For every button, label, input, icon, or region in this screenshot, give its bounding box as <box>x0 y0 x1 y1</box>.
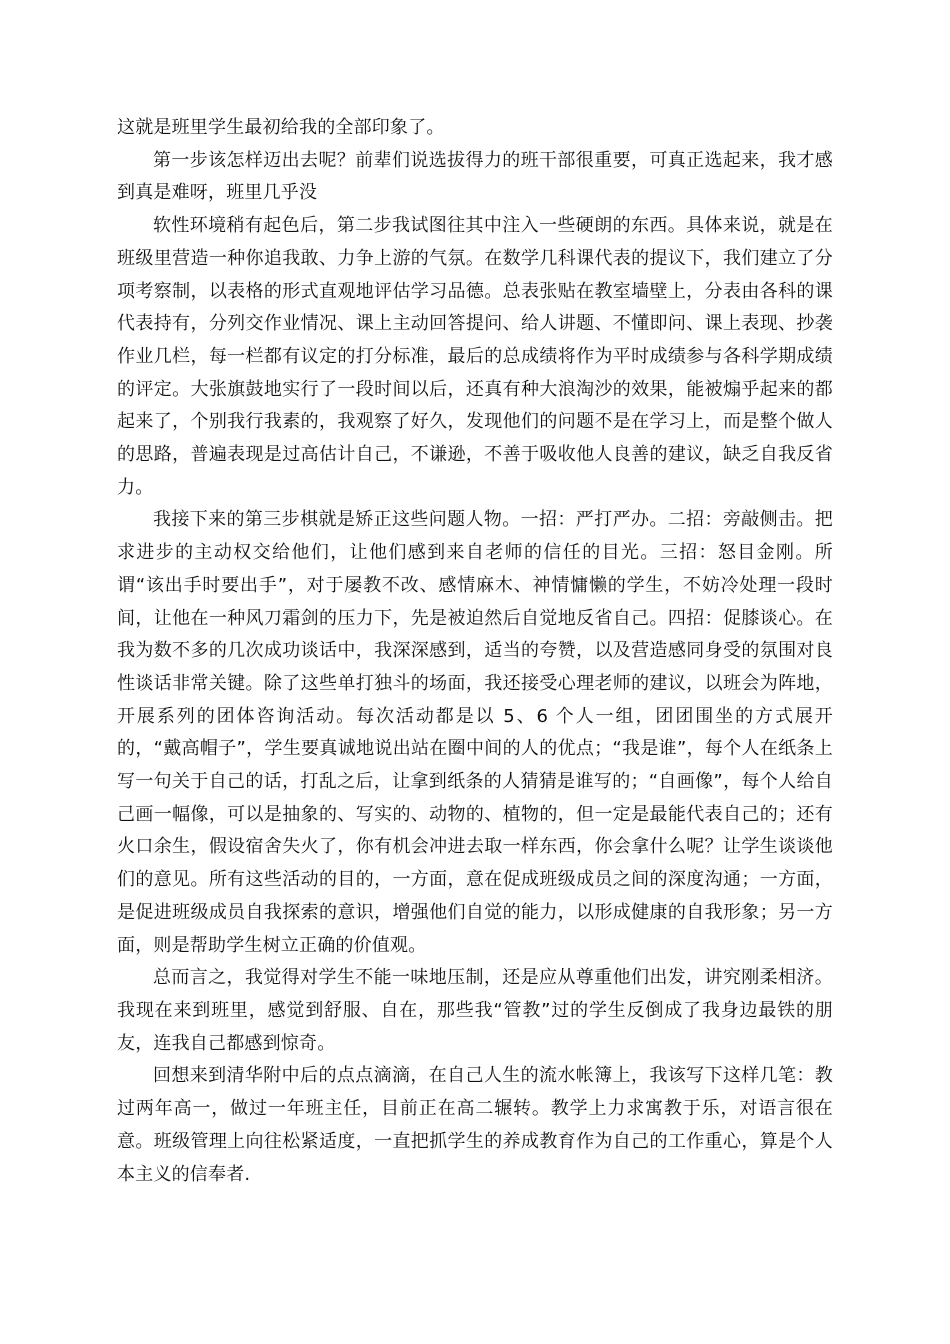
paragraph-6: 回想来到清华附中后的点点滴滴，在自己人生的流水帐簿上，我该写下这样几笔：教过两年高一，做过一年班主任，目前正在高二辗转。教学上力求寓教于乐，对语言很在意。班级管理上向往松紧适度，一直把抓学生的养成教育作为自己的工作重心，算是个人本主义的信奉者. <box>117 1065 833 1185</box>
paragraph-3: 软性环境稍有起色后，第二步我试图往其中注入一些硬朗的东西。具体来说，就是在班级里营造一种你追我敢、力争上游的气氛。在数学几科课代表的提议下，我们建立了分项考察制，以表格的形式直观地评估学习品德。总表张贴在教室墙壁上，分表由各科的课代表持有，分列交作业情况、课上主动回答提问、给人讲题、不懂即问、课上表现、抄袭作业几栏，每一栏都有议定的打分标准，最后的总成绩将作为平时成绩参与各科学期成绩的评定。大张旗鼓地实行了一段时间以后，还真有种大浪淘沙的效果，能被煽乎起来的都起来了，个别我行我素的，我观察了好久，发现他们的问题不是在学习上，而是整个做人的思路，普遍表现是过高估计自己，不谦逊，不善于吸收他人良善的建议，缺乏自我反省力。 <box>117 215 833 498</box>
paragraph-2: 第一步该怎样迈出去呢？前辈们说选拔得力的班干部很重要，可真正选起来，我才感到真是难呀，班里几乎没 <box>117 149 833 204</box>
paragraph-5: 总而言之，我觉得对学生不能一味地压制，还是应从尊重他们出发，讲究刚柔相济。我现在来到班里，感觉到舒服、自在，那些我“管教”过的学生反倒成了我身边最铁的朋友，连我自己都感到惊奇。 <box>117 967 833 1054</box>
document-body <box>117 112 833 1191</box>
paragraph-1: 这就是班里学生最初给我的全部印象了。 <box>117 117 445 138</box>
paragraph-4: 我接下来的第三步棋就是矫正这些问题人物。一招：严打严办。二招：旁敲侧击。把求进步的主动权交给他们，让他们感到来自老师的信任的目光。三招：怒目金刚。所谓“该出手时要出手”，对于屡教不改、感情麻木、神情慵懒的学生，不妨冷处理一段时间，让他在一种风刀霜剑的压力下，先是被迫然后自觉地反省自己。四招：促膝谈心。在我为数不多的几次成功谈话中，我深深感到，适当的夸赞，以及营造感同身受的氛围对良性谈话非常关键。除了这些单打独斗的场面，我还接受心理老师的建议，以班会为阵地，开展系列的团体咨询活动。每次活动都是以 5、6 个人一组，团团围坐的方式展开的，“戴高帽子”，学生要真诚地说出站在圈中间的人的优点；“我是谁”，每个人在纸条上写一句关于自己的话，打乱之后，让拿到纸条的人猜猜是谁写的；“自画像”，每个人给自己画一幅像，可以是抽象的、写实的、动物的、植物的，但一定是最能代表自己的；还有火口余生，假设宿舍失火了，你有机会冲进去取一样东西，你会拿什么呢？让学生谈谈他们的意见。所有这些活动的目的，一方面，意在促成班级成员之间的深度沟通；一方面，是促进班级成员自我探索的意识，增强他们自觉的能力，以形成健康的自我形象；另一方面，则是帮助学生树立正确的价值观。 <box>117 509 833 956</box>
